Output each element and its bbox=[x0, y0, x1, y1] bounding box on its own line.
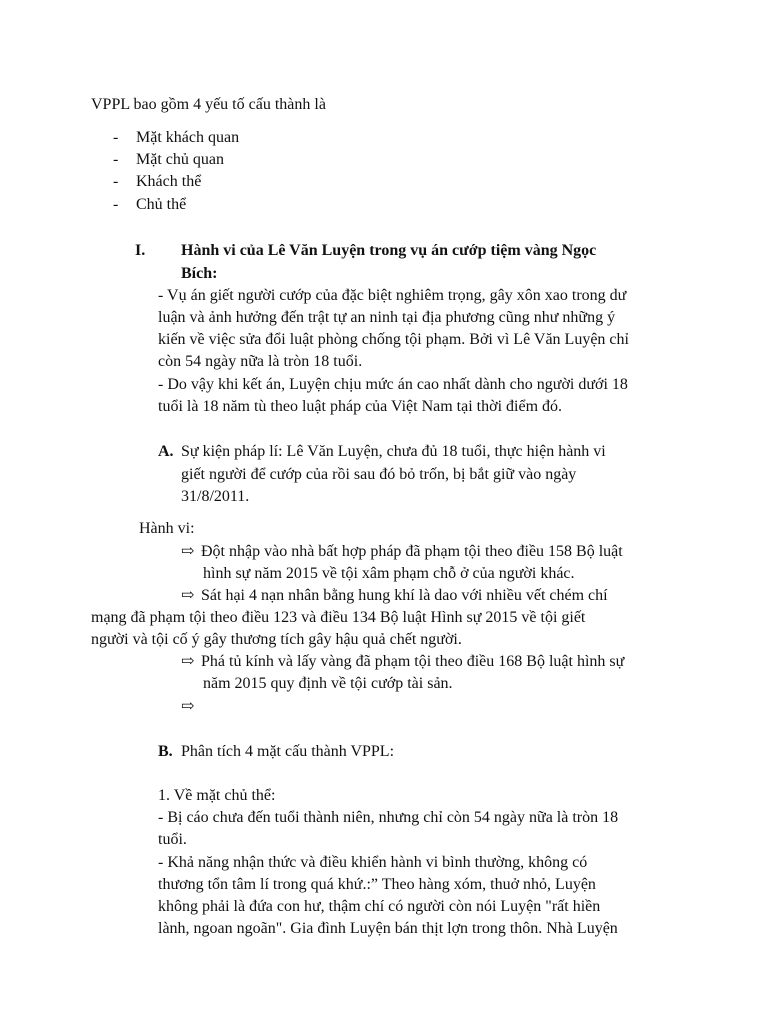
bullet-dash: - bbox=[113, 151, 119, 168]
section-i-paragraph-line: - Do vậy khi kết án, Luyện chịu mức án cao nhất dành cho người dưới 18 bbox=[158, 376, 628, 393]
section-i-title-cont: Bích: bbox=[181, 265, 218, 282]
subsection-title: 1. Về mặt chủ thể: bbox=[158, 787, 276, 804]
subsection-paragraph-line: không phải là đứa con hư, thậm chí có người còn nói Luyện "rất hiền bbox=[158, 898, 601, 915]
hanh-vi-item-text: Sát hại 4 nạn nhân bằng hung khí là dao với nhiều vết chém chí bbox=[201, 587, 608, 604]
section-a-line: 31/8/2011. bbox=[181, 488, 250, 505]
section-a-line: Sự kiện pháp lí: Lê Văn Luyện, chưa đủ 18 tuổi, thực hiện hành vi bbox=[181, 443, 606, 460]
section-b-letter: B. bbox=[158, 743, 173, 760]
hanh-vi-item-text: mạng đã phạm tội theo điều 123 và điều 134 Bộ luật Hình sự 2015 về tội giết bbox=[91, 609, 586, 626]
subsection-paragraph-line: tuổi. bbox=[158, 831, 187, 848]
bullet-dash: - bbox=[113, 196, 119, 213]
hanh-vi-item bbox=[181, 541, 623, 563]
intro-text: VPPL bao gồm 4 yếu tố cấu thành là bbox=[91, 96, 326, 113]
subsection-paragraph-line: - Bị cáo chưa đến tuổi thành niên, nhưng chỉ còn 54 ngày nữa là tròn 18 bbox=[158, 809, 619, 826]
subsection-paragraph-line: - Khả năng nhận thức và điều khiển hành vi bình thường, không có bbox=[158, 854, 588, 871]
section-i-paragraph-line: tuổi là 18 năm tù theo luật pháp của Việt Nam tại thời điểm đó. bbox=[158, 398, 563, 415]
arrow-right-icon: ⇨ bbox=[181, 698, 195, 715]
hanh-vi-item bbox=[181, 585, 608, 607]
arrow-right-icon: ⇨ bbox=[181, 653, 195, 670]
section-i-title: Hành vi của Lê Văn Luyện trong vụ án cướp tiệm vàng Ngọc bbox=[181, 242, 597, 259]
bullet-item: Mặt khách quan bbox=[136, 129, 240, 146]
hanh-vi-item-text: hình sự năm 2015 về tội xâm phạm chỗ ở của người khác. bbox=[203, 565, 575, 582]
bullet-dash: - bbox=[113, 173, 119, 190]
subsection-paragraph-line: thương tổn tâm lí trong quá khứ.:” Theo hàng xóm, thuở nhỏ, Luyện bbox=[158, 876, 596, 893]
hanh-vi-item-text: người và tội cố ý gây thương tích gây hậu quả chết người. bbox=[91, 631, 462, 648]
hanh-vi-item-text: Phá tủ kính và lấy vàng đã phạm tội theo điều 168 Bộ luật hình sự bbox=[201, 653, 625, 670]
section-i-paragraph-line: còn 54 ngày nữa là tròn 18 tuổi. bbox=[158, 353, 363, 370]
section-b-title: Phân tích 4 mặt cấu thành VPPL: bbox=[181, 743, 395, 760]
bullet-item: Chủ thể bbox=[136, 196, 187, 213]
bullet-dash: - bbox=[113, 129, 119, 146]
subsection-paragraph-line: lành, ngoan ngoãn". Gia đình Luyện bán thịt lợn trong thôn. Nhà Luyện bbox=[158, 920, 618, 937]
section-a-line: giết người để cướp của rồi sau đó bỏ trốn, bị bắt giữ vào ngày bbox=[181, 466, 577, 483]
section-i-paragraph-line: luận và ảnh hưởng đến trật tự an ninh tại địa phương cũng như những ý bbox=[158, 309, 616, 326]
bullet-item: Mặt chủ quan bbox=[136, 151, 224, 168]
hanh-vi-item bbox=[181, 651, 624, 673]
section-i-number: I. bbox=[135, 242, 146, 259]
hanh-vi-item-text: năm 2015 quy định về tội cướp tài sản. bbox=[203, 675, 453, 692]
hanh-vi-item-text: Đột nhập vào nhà bất hợp pháp đã phạm tội theo điều 158 Bộ luật bbox=[201, 543, 623, 560]
section-i-paragraph-line: kiến về việc sửa đổi luật phòng chống tội phạm. Bởi vì Lê Văn Luyện chỉ bbox=[158, 331, 629, 348]
hanh-vi-item-empty bbox=[181, 696, 201, 718]
section-a-letter: A. bbox=[158, 443, 174, 460]
hanh-vi-label: Hành vi: bbox=[139, 520, 195, 537]
bullet-item: Khách thể bbox=[136, 173, 202, 190]
arrow-right-icon: ⇨ bbox=[181, 543, 195, 560]
section-i-paragraph-line: - Vụ án giết người cướp của đặc biệt nghiêm trọng, gây xôn xao trong dư bbox=[158, 287, 627, 304]
arrow-right-icon: ⇨ bbox=[181, 587, 195, 604]
